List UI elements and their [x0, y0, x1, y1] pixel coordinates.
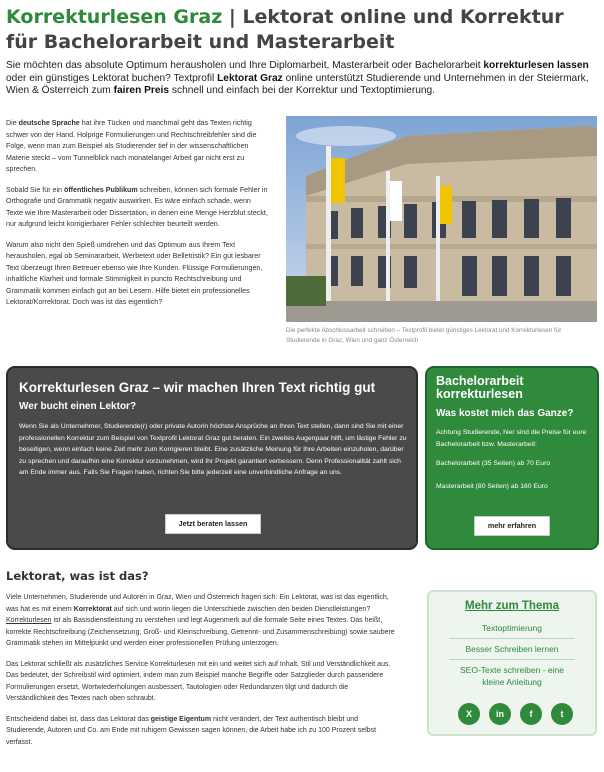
title-separator: |	[222, 6, 243, 28]
box-title: Bachelorarbeit korrekturlesen	[436, 374, 524, 401]
paragraph: Warum also nicht den Spieß umdrehen und das Optimum aus Ihrem Text herausholen, egal ob Seminararbeit, Werbetext oder Belletristik? Ein gut lesbarer Text überzeugt Ihren Betreuer ebenso wie Ihre Kunden. Flüssige Formulierungen, inhaltliche Klarheit und formale Stimmigkeit in puncto Rechtschreibung und Grammatik kommen einfach gut an bei Lesern. Hilfe bietet ein professionelles Lektorat/Korrektorat. Doch was ist das eigentlich?	[6, 240, 263, 306]
link-besser-schreiben[interactable]: Besser Schreiben lernen	[449, 638, 575, 659]
page-title-text: Lektorat online und Korrektur für Bachelorarbeit und Masterarbeit	[6, 6, 564, 53]
facebook-icon[interactable]: f	[520, 703, 542, 725]
box-subtitle: Was kostet mich das Ganze?	[436, 408, 574, 419]
consult-button[interactable]: Jetzt beraten lassen	[165, 514, 261, 534]
photo-caption: Die perfekte Abschlussarbeit schreiben – Textprofil bietet günstiges Lektorat und Korrekturlesen für Studierende in Graz, Wien und ganz Österreich	[286, 327, 562, 344]
intro-text: Sie möchten das absolute Optimum herausholen und Ihre Diplomarbeit, Masterarbeit oder Bachelorarbeit korrekturlesen lassen oder ein günstiges Lektorat buchen? Textprofil Lektorat Graz online unterstützt Studierende und Unternehmen in der Steiermark, Wien & Österreich zum fairen Preis schnell und einfach bei der Korrektur und Textoptimierung.	[6, 60, 589, 96]
twitter-icon[interactable]: t	[551, 703, 573, 725]
box-text: Wenn Sie als Unternehmer, Studierende(r) oder private Autorin höchste Ansprüche an Ihren Text stellen, dann sind Sie mit einer professionellen Korrektur zum Beispiel von Textprofil Lektorat Graz gut beraten. Ein zweites Augenpaar hilft, um lästige Fehler zu beseitigen, wenn einfach keine Zeit mehr zum Korrigieren bleibt. Eine zusätzliche Meinung für Ihre Arbeiten einzuholen, darüber zu sprechen und daraufhin eine Korrektur vorzunehmen, wird Ihr Projekt garantiert verbessern. Denn Professionalität zahlt sich am Ende immer aus. Falls Sie Fragen haben, richten Sie bitte jederzeit eine unverbindliche Anfrage an uns.	[19, 423, 407, 477]
related-topics-title[interactable]: Mehr zum Thema	[465, 600, 559, 612]
paragraph: Die deutsche Sprache hat ihre Tücken und manchmal geht das Texten richtig schwer von der Hand. Holprige Formulierungen und Rechtschreibfehler sind die Folge, wenn man zum Beispiel als Studierender tief in der wissenschaftlichen Materie steckt – vom Tunnelblick nach monatelanger Arbeit gar nicht erst zu sprechen.	[6, 119, 257, 173]
brand-name: Korrekturlesen Graz	[6, 6, 223, 28]
section-title: Lektorat, was ist das?	[6, 569, 149, 583]
section-body	[6, 592, 398, 757]
page-title	[6, 5, 598, 55]
info-box-pricing	[425, 366, 599, 550]
paragraph: Viele Unternehmen, Studierende und Autoren in Graz, Wien und Österreich fragen sich: Ein Lektorat, was ist das eigentlich, was hat es mit einem Korrektorat auf sich und worin liegen die Unterschiede zwischen den beiden Dienstleistungen? Korrekturlesen ist als Basisdienstleistung zu verstehen und legt Augenmerk auf die formale Seite eines Textes. Das heißt, korrekte Rechtschreibung (Zeichensetzung, Groß- und Kleinschreibung, Getrennt- und Zusammenschreibung) sowie saubere Grammatik stehen im Mittelpunkt und werden einer professionellen Prüfung unterzogen.	[6, 594, 395, 647]
link-seo-texte[interactable]: SEO-Texte schreiben - eine kleine Anleitung	[449, 659, 575, 692]
more-info-button[interactable]: mehr erfahren	[474, 516, 550, 536]
paragraph: Sobald Sie für ein öffentliches Publikum schreiben, können sich formale Fehler in Orthografie und Grammatik negativ auswirken. Es wäre einfach schade, wenn Texte wie Ihre Masterarbeit oder Dissertation, in denen eine Menge Herzblut steckt, nur aufgrund leicht korrigierbarer Fehler schlechter beurteilt werden.	[6, 185, 268, 228]
left-text-column	[6, 118, 268, 318]
social-icons	[458, 703, 573, 725]
x-icon[interactable]: X	[458, 703, 480, 725]
price-master: Masterarbeit (80 Seiten) ab 160 Euro	[436, 482, 548, 490]
info-box-booking	[6, 366, 418, 550]
paragraph: Entscheidend dabei ist, dass das Lektorat das geistige Eigentum nicht verändert, der Text authentisch bleibt und Studierende, Autoren und Co. am Ende mit ruhigem Gewissen sagen können, die Arbeit habe ich zu 100 Prozent selbst verfasst.	[6, 715, 377, 746]
korrekturlesen-link[interactable]: Korrekturlesen	[6, 617, 52, 624]
price-bachelor: Bachelorarbeit (35 Seiten) ab 70 Euro	[436, 460, 551, 468]
link-textoptimierung[interactable]: Textoptimierung	[481, 623, 542, 633]
box-title: Korrekturlesen Graz – wir machen Ihren Text richtig gut	[19, 380, 376, 395]
related-topics-box	[427, 590, 597, 736]
paragraph: Das Lektorat schließt als zusätzliches Service Korrekturlesen mit ein und weitet sich auf Inhalt, Stil und Verständlichkeit aus. Das bedeutet, der Schreibstil wird optimiert, indem man zum Beispiel manche Begriffe oder Satzglieder durch passendere Formulierungen ersetzt, Wortwiederholungen ausbessert, Tautologien oder Redundanzen tilgt und dadurch die Verständlichkeit des Textes nach oben schraubt.	[6, 660, 391, 702]
linkedin-icon[interactable]: in	[489, 703, 511, 725]
building-photo	[286, 116, 597, 322]
box-text: Achtung Studierende, hier sind die Preise für eure Bachelorarbeit bzw. Masterarbeit:	[436, 429, 587, 448]
box-subtitle: Wer bucht einen Lektor?	[19, 401, 137, 412]
